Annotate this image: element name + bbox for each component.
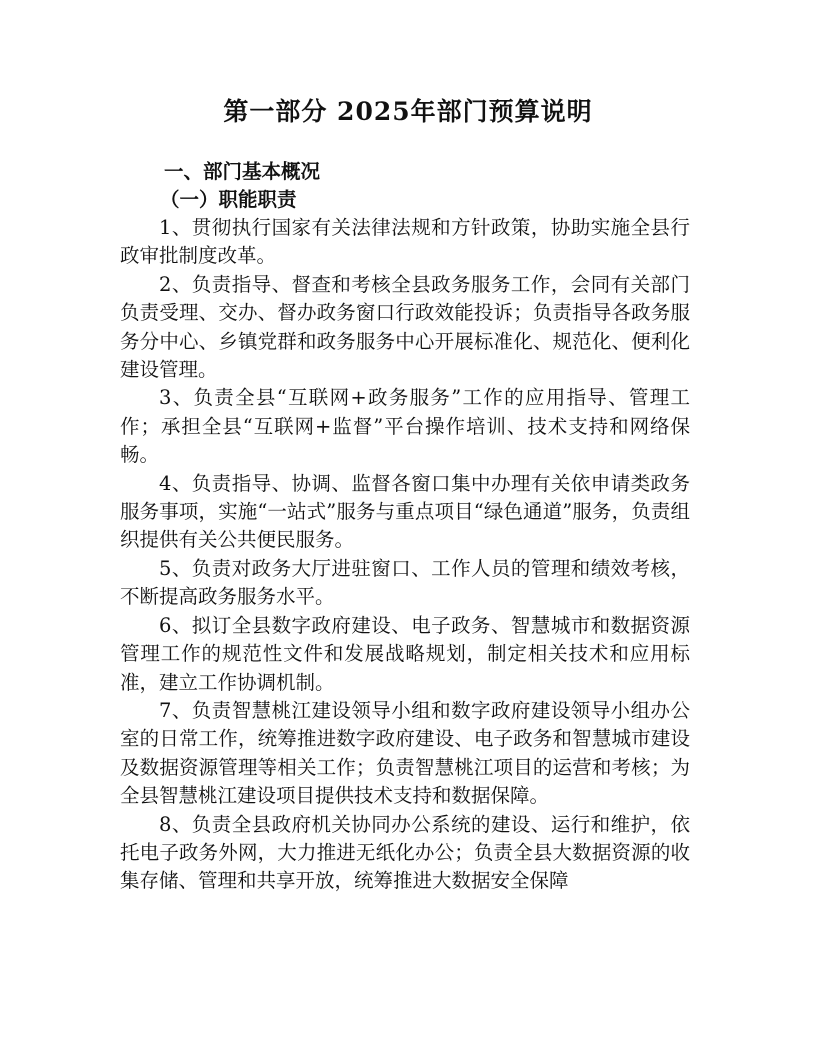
paragraph-1: 1、贯彻执行国家有关法律法规和方针政策，协助实施全县行政审批制度改革。 bbox=[120, 216, 690, 268]
paragraph-7: 7、负责智慧桃江建设领导小组和数字政府建设领导小组办公室的日常工作，统筹推进数字政府建设、电子政务和智慧城市建设及数据资源管理等相关工作；负责智慧桃江项目的运营和考核；为全县智慧桃江建设项目提供技术支持和数据保障。 bbox=[120, 698, 690, 808]
paragraph-3: 3、负责全县“互联网+政务服务”工作的应用指导、管理工作；承担全县“互联网+监督”平台操作培训、技术支持和网络保畅。 bbox=[120, 386, 690, 467]
paragraph-4: 4、负责指导、协调、监督各窗口集中办理有关依申请类政务服务事项，实施“一站式”服务与重点项目“绿色通道”服务，负责组织提供有关公共便民服务。 bbox=[120, 471, 690, 552]
page-title: 第一部分 2025年部门预算说明 bbox=[223, 97, 593, 126]
paragraph-8: 8、负责全县政府机关协同办公系统的建设、运行和维护，依托电子政务外网，大力推进无纸化办公；负责全县大数据资源的收集存储、管理和共享开放，统筹推进大数据安全保障 bbox=[120, 812, 690, 893]
paragraph-2: 2、负责指导、督查和考核全县政务服务工作，会同有关部门负责受理、交办、督办政务窗口行政效能投诉；负责指导各政务服务分中心、乡镇党群和政务服务中心开展标准化、规范化、便利化建设管理。 bbox=[120, 272, 690, 382]
subsection-heading: （一）职能职责 bbox=[160, 188, 297, 211]
paragraph-6: 6、拟订全县数字政府建设、电子政务、智慧城市和数据资源管理工作的规范性文件和发展战略规划，制定相关技术和应用标准，建立工作协调机制。 bbox=[120, 613, 690, 694]
document-body bbox=[120, 158, 690, 896]
section-heading: 一、部门基本概况 bbox=[164, 160, 321, 183]
paragraph-5: 5、负责对政务大厅进驻窗口、工作人员的管理和绩效考核，不断提高政务服务水平。 bbox=[120, 556, 690, 609]
